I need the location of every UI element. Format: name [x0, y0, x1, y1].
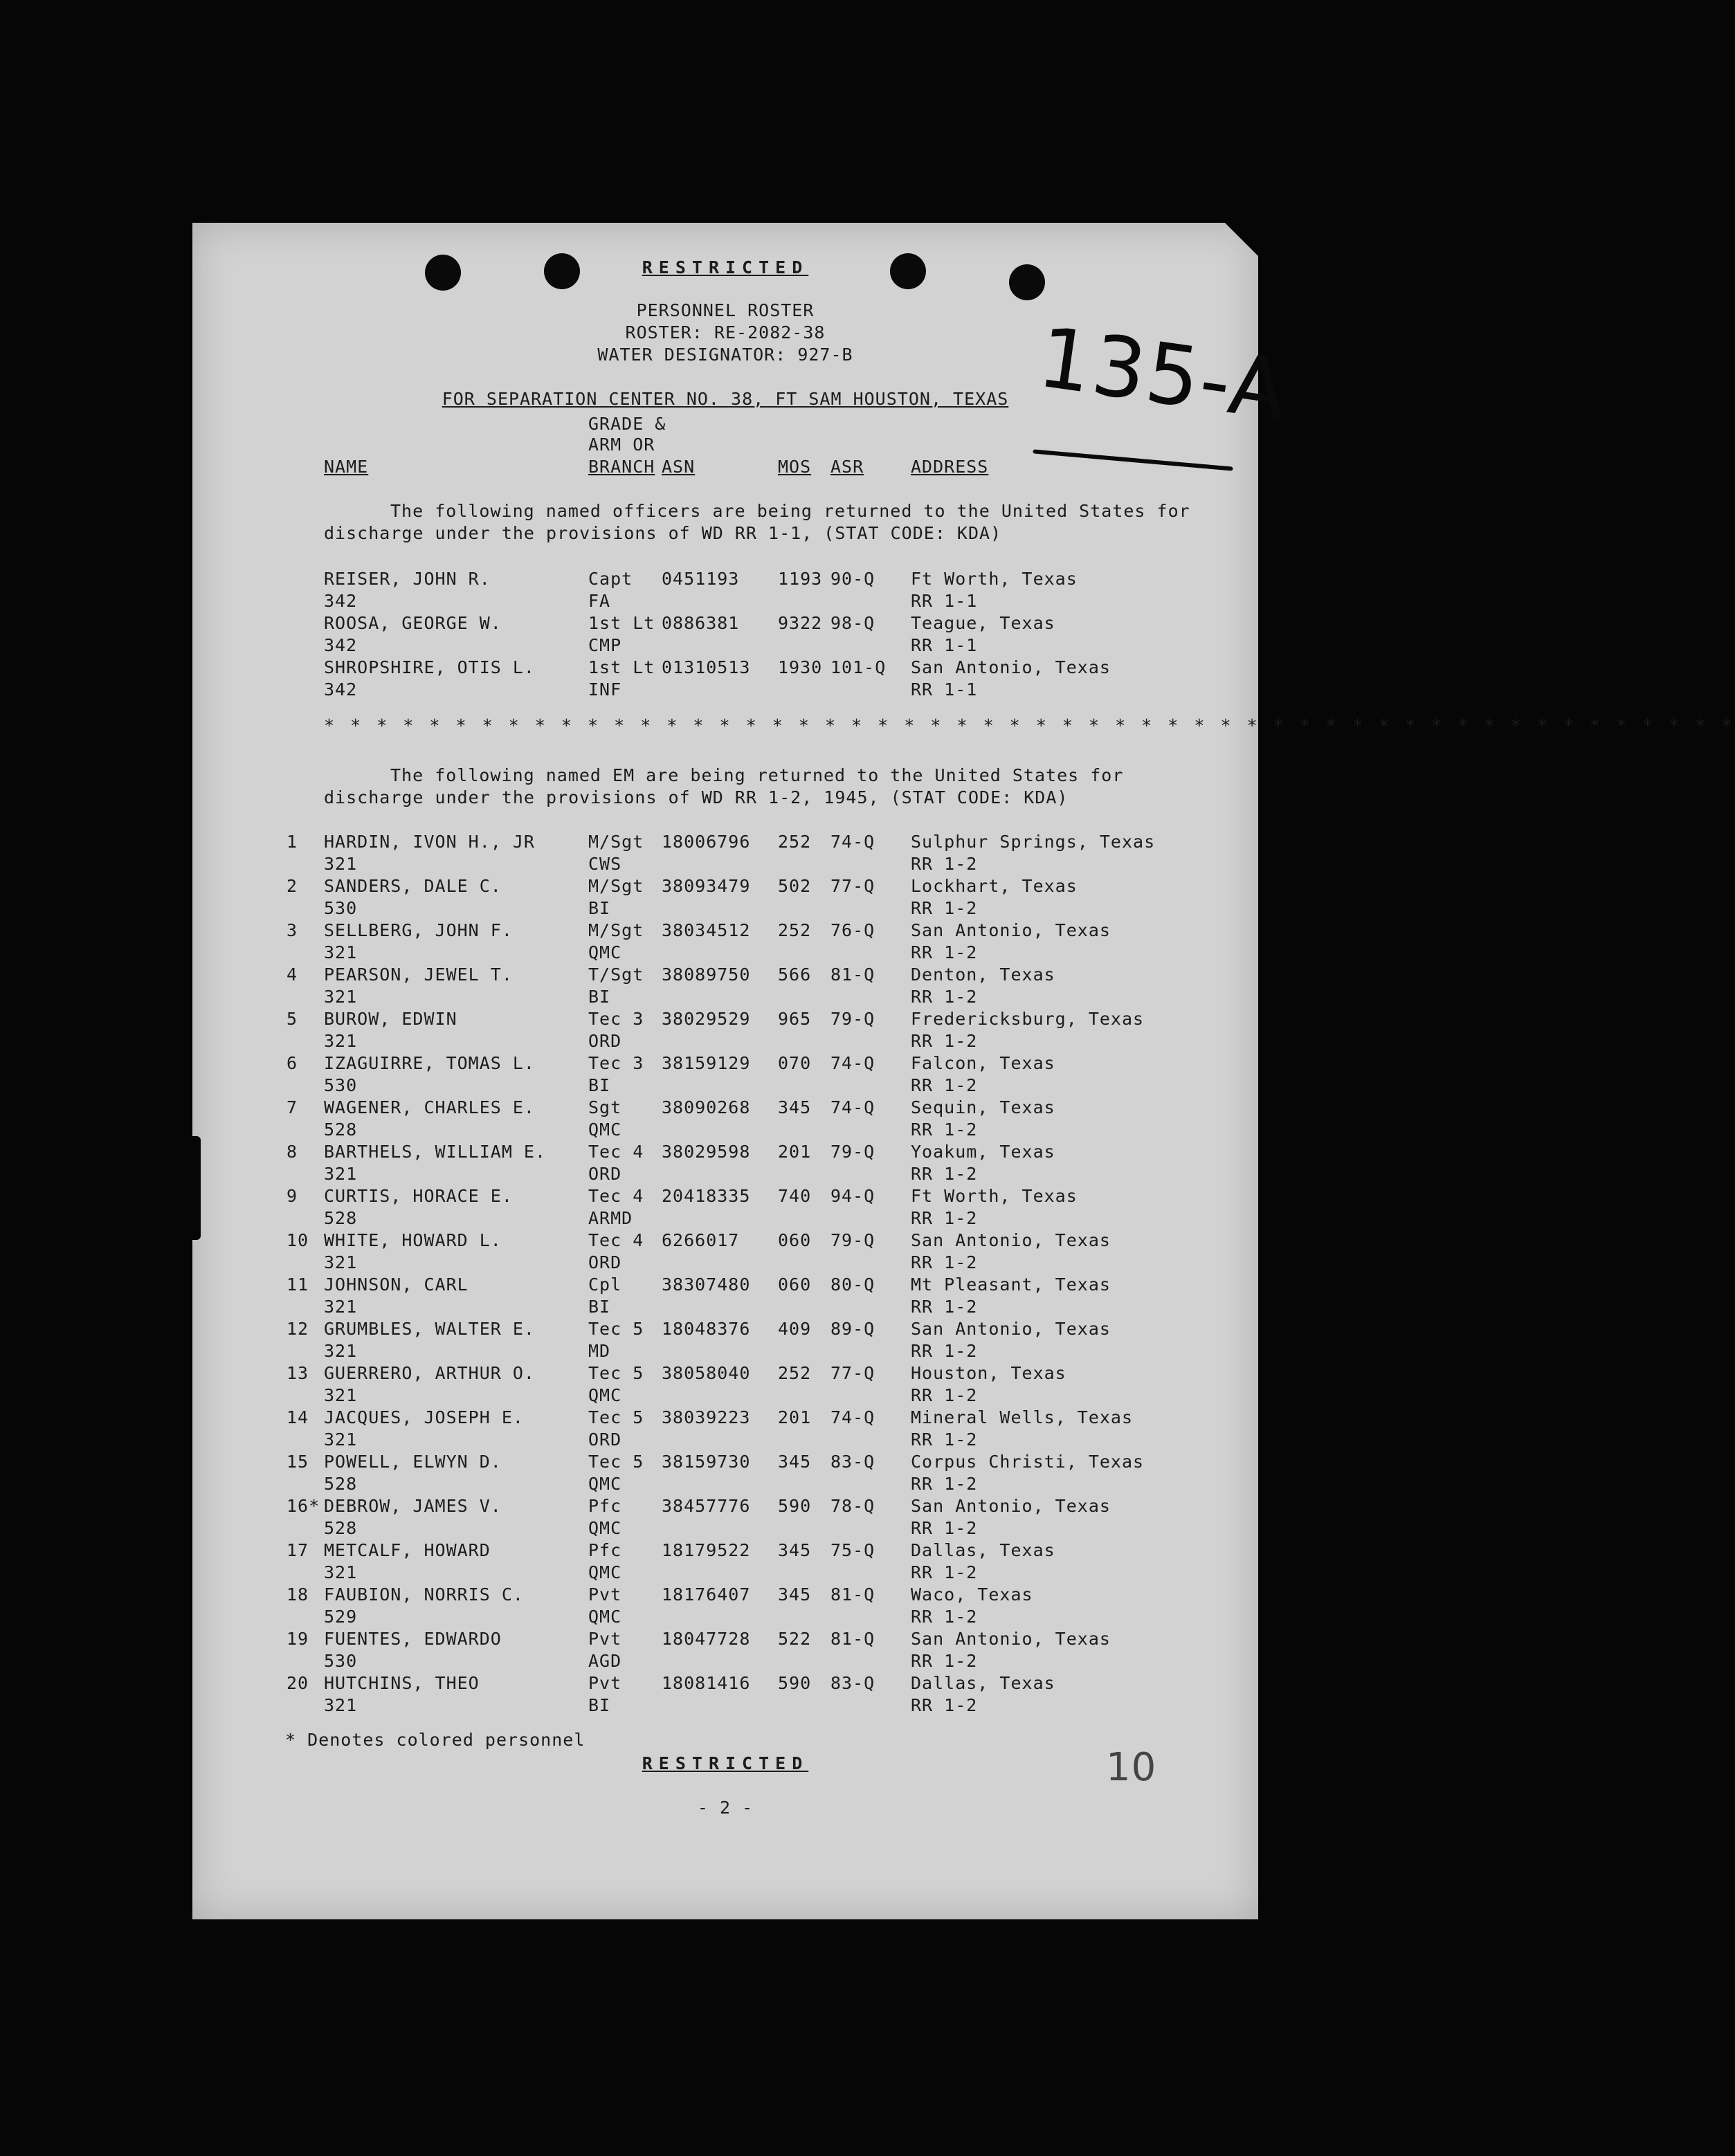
document-page	[192, 223, 1735, 1919]
person-name: FAUBION, NORRIS C.	[324, 1584, 524, 1605]
grade: Pvt	[588, 1584, 622, 1605]
code: 321	[324, 1341, 358, 1361]
grade: Cpl	[588, 1275, 622, 1295]
rr-code: RR 1-2	[911, 1562, 978, 1582]
rr-code: RR 1-1	[911, 591, 978, 611]
code: 321	[324, 1164, 358, 1184]
address: San Antonio, Texas	[911, 1496, 1111, 1516]
person-name: DEBROW, JAMES V.	[324, 1496, 502, 1516]
branch: AGD	[588, 1651, 622, 1671]
asr: 74-Q	[830, 1053, 875, 1073]
address: Ft Worth, Texas	[911, 569, 1078, 589]
rr-code: RR 1-2	[911, 898, 978, 918]
code: 530	[324, 898, 358, 918]
mos: 409	[778, 1319, 812, 1339]
asn: 38029598	[662, 1142, 751, 1162]
row-number: 15	[287, 1452, 309, 1472]
branch: QMC	[588, 1562, 622, 1582]
address: San Antonio, Texas	[911, 1629, 1111, 1649]
branch: ARMD	[588, 1208, 633, 1228]
separation-center: FOR SEPARATION CENTER NO. 38, FT SAM HOUSTON, TEXAS	[442, 389, 1009, 409]
row-number: 11	[287, 1275, 309, 1295]
grade: Tec 4	[588, 1230, 644, 1250]
separator: * * * * * * * * * * * * * * * * * * * * * * * * * * * * * * * * * * * * * * * * * * * * * * * * * * * * * *	[324, 715, 1735, 736]
roster-row	[192, 1496, 1258, 1540]
address: Dallas, Texas	[911, 1540, 1055, 1560]
asr: 80-Q	[830, 1275, 875, 1295]
page-number: - 2 -	[697, 1798, 754, 1818]
mos: 201	[778, 1142, 812, 1162]
asn: 38058040	[662, 1363, 751, 1383]
asr: 74-Q	[830, 1097, 875, 1117]
roster-row	[192, 1142, 1258, 1186]
row-number: 7	[287, 1097, 298, 1117]
branch: MD	[588, 1341, 611, 1361]
roster-row	[192, 613, 1258, 657]
person-name: REISER, JOHN R.	[324, 569, 491, 589]
rr-code: RR 1-2	[911, 1518, 978, 1538]
code: 529	[324, 1607, 358, 1627]
mos: 252	[778, 832, 812, 852]
em-intro-2: discharge under the provisions of WD RR 1-2, 1945, (STAT CODE: KDA)	[324, 787, 1069, 807]
address: San Antonio, Texas	[911, 1319, 1111, 1339]
row-number: 5	[287, 1009, 298, 1029]
branch: CMP	[588, 635, 622, 655]
mos: 590	[778, 1673, 812, 1693]
person-name: SANDERS, DALE C.	[324, 876, 502, 896]
grade: Tec 5	[588, 1452, 644, 1472]
branch: BI	[588, 1695, 611, 1715]
water-designator: WATER DESIGNATOR: 927-B	[597, 345, 853, 365]
code: 530	[324, 1651, 358, 1671]
person-name: HUTCHINS, THEO	[324, 1673, 480, 1693]
asn: 38457776	[662, 1496, 751, 1516]
asr: 79-Q	[830, 1142, 875, 1162]
address: Denton, Texas	[911, 965, 1055, 985]
handwritten-number: 135-A	[1033, 309, 1294, 440]
asn: 01310513	[662, 657, 751, 677]
person-name: SHROPSHIRE, OTIS L.	[324, 657, 535, 677]
grade: T/Sgt	[588, 965, 644, 985]
rr-code: RR 1-2	[911, 1385, 978, 1405]
asn: 18006796	[662, 832, 751, 852]
person-name: METCALF, HOWARD	[324, 1540, 491, 1560]
asr: 78-Q	[830, 1496, 875, 1516]
mos: 252	[778, 1363, 812, 1383]
rr-code: RR 1-2	[911, 1429, 978, 1450]
rr-code: RR 1-2	[911, 1208, 978, 1228]
asn: 0886381	[662, 613, 740, 633]
asn: 38090268	[662, 1097, 751, 1117]
row-number: 16*	[287, 1496, 320, 1516]
branch: QMC	[588, 1385, 622, 1405]
branch: ORD	[588, 1164, 622, 1184]
col-name: NAME	[324, 457, 369, 477]
person-name: POWELL, ELWYN D.	[324, 1452, 502, 1472]
handwritten-underline	[1033, 449, 1233, 471]
officers-intro-2: discharge under the provisions of WD RR 1-1, (STAT CODE: KDA)	[324, 523, 1002, 543]
grade: Tec 5	[588, 1407, 644, 1427]
grade: Pfc	[588, 1496, 622, 1516]
grade: Tec 3	[588, 1009, 644, 1029]
mos: 252	[778, 920, 812, 940]
address: Mineral Wells, Texas	[911, 1407, 1134, 1427]
roster-row	[192, 1363, 1258, 1407]
row-number: 2	[287, 876, 298, 896]
code: 321	[324, 1385, 358, 1405]
rr-code: RR 1-2	[911, 1474, 978, 1494]
branch: QMC	[588, 1120, 622, 1140]
person-name: BARTHELS, WILLIAM E.	[324, 1142, 547, 1162]
rr-code: RR 1-2	[911, 1651, 978, 1671]
address: Dallas, Texas	[911, 1673, 1055, 1693]
rr-code: RR 1-2	[911, 1120, 978, 1140]
row-number: 4	[287, 965, 298, 985]
code: 321	[324, 1252, 358, 1272]
address: Fredericksburg, Texas	[911, 1009, 1145, 1029]
asr: 75-Q	[830, 1540, 875, 1560]
address: Houston, Texas	[911, 1363, 1066, 1383]
row-number: 18	[287, 1584, 309, 1605]
roster-row	[192, 1673, 1258, 1717]
torn-corner	[1221, 219, 1262, 260]
code: 528	[324, 1208, 358, 1228]
asr: 77-Q	[830, 1363, 875, 1383]
asr: 81-Q	[830, 965, 875, 985]
mos: 1193	[778, 569, 823, 589]
code: 528	[324, 1120, 358, 1140]
code: 342	[324, 591, 358, 611]
asn: 18176407	[662, 1584, 751, 1605]
rr-code: RR 1-2	[911, 942, 978, 962]
roster-row	[192, 920, 1258, 965]
asr: 74-Q	[830, 1407, 875, 1427]
asr: 89-Q	[830, 1319, 875, 1339]
mos: 590	[778, 1496, 812, 1516]
officers-intro-1: The following named officers are being returned to the United States for	[390, 501, 1190, 521]
grade: Tec 4	[588, 1142, 644, 1162]
grade: M/Sgt	[588, 876, 644, 896]
asn: 38093479	[662, 876, 751, 896]
person-name: PEARSON, JEWEL T.	[324, 965, 513, 985]
roster-row	[192, 569, 1258, 613]
mos: 965	[778, 1009, 812, 1029]
rr-code: RR 1-2	[911, 1075, 978, 1095]
mos: 345	[778, 1097, 812, 1117]
code: 321	[324, 1297, 358, 1317]
mos: 070	[778, 1053, 812, 1073]
mos: 060	[778, 1275, 812, 1295]
rr-code: RR 1-2	[911, 1164, 978, 1184]
mos: 9322	[778, 613, 823, 633]
mos: 566	[778, 965, 812, 985]
asn: 38159129	[662, 1053, 751, 1073]
mos: 522	[778, 1629, 812, 1649]
grade: 1st Lt	[588, 613, 655, 633]
roster-title: PERSONNEL ROSTER	[636, 300, 815, 320]
row-number: 1	[287, 832, 298, 852]
roster-row	[192, 657, 1258, 702]
asr: 90-Q	[830, 569, 875, 589]
asr: 83-Q	[830, 1452, 875, 1472]
row-number: 13	[287, 1363, 309, 1383]
person-name: WAGENER, CHARLES E.	[324, 1097, 535, 1117]
person-name: GUERRERO, ARTHUR O.	[324, 1363, 535, 1383]
roster-row	[192, 1097, 1258, 1142]
em-intro-1: The following named EM are being returned to the United States for	[390, 765, 1124, 785]
branch: ORD	[588, 1252, 622, 1272]
branch: QMC	[588, 1518, 622, 1538]
col-mos: MOS	[778, 457, 812, 477]
address: Yoakum, Texas	[911, 1142, 1055, 1162]
roster-row	[192, 1186, 1258, 1230]
asn: 18047728	[662, 1629, 751, 1649]
person-name: JACQUES, JOSEPH E.	[324, 1407, 524, 1427]
person-name: FUENTES, EDWARDO	[324, 1629, 502, 1649]
row-number: 10	[287, 1230, 309, 1250]
col-address: ADDRESS	[911, 457, 989, 477]
asn: 6266017	[662, 1230, 740, 1250]
roster-row	[192, 832, 1258, 876]
roster-row	[192, 1009, 1258, 1053]
person-name: CURTIS, HORACE E.	[324, 1186, 513, 1206]
handwritten-mark: 10	[1106, 1745, 1157, 1790]
asn: 38307480	[662, 1275, 751, 1295]
grade: Tec 3	[588, 1053, 644, 1073]
person-name: GRUMBLES, WALTER E.	[324, 1319, 535, 1339]
address: Corpus Christi, Texas	[911, 1452, 1145, 1472]
roster-row	[192, 965, 1258, 1009]
branch: ORD	[588, 1031, 622, 1051]
person-name: HARDIN, IVON H., JR	[324, 832, 535, 852]
col-grade-2: ARM OR	[588, 435, 655, 455]
grade: Sgt	[588, 1097, 622, 1117]
code: 321	[324, 1562, 358, 1582]
row-number: 20	[287, 1673, 309, 1693]
asn: 38039223	[662, 1407, 751, 1427]
rr-code: RR 1-2	[911, 1252, 978, 1272]
branch: FA	[588, 591, 611, 611]
grade: 1st Lt	[588, 657, 655, 677]
address: San Antonio, Texas	[911, 920, 1111, 940]
row-number: 9	[287, 1186, 298, 1206]
branch: INF	[588, 679, 622, 700]
code: 321	[324, 1429, 358, 1450]
asr: 94-Q	[830, 1186, 875, 1206]
grade: M/Sgt	[588, 832, 644, 852]
asr: 81-Q	[830, 1629, 875, 1649]
branch: QMC	[588, 1474, 622, 1494]
code: 321	[324, 942, 358, 962]
branch: BI	[588, 1075, 611, 1095]
grade: Tec 5	[588, 1363, 644, 1383]
address: Falcon, Texas	[911, 1053, 1055, 1073]
asn: 38029529	[662, 1009, 751, 1029]
mos: 201	[778, 1407, 812, 1427]
asn: 18048376	[662, 1319, 751, 1339]
grade: M/Sgt	[588, 920, 644, 940]
asr: 83-Q	[830, 1673, 875, 1693]
row-number: 19	[287, 1629, 309, 1649]
asn: 0451193	[662, 569, 740, 589]
code: 528	[324, 1518, 358, 1538]
code: 321	[324, 854, 358, 874]
address: Sulphur Springs, Texas	[911, 832, 1156, 852]
roster-row	[192, 876, 1258, 920]
rr-code: RR 1-1	[911, 635, 978, 655]
rr-code: RR 1-2	[911, 1031, 978, 1051]
mos: 345	[778, 1452, 812, 1472]
roster-row	[192, 1584, 1258, 1629]
asn: 38159730	[662, 1452, 751, 1472]
asn: 38034512	[662, 920, 751, 940]
rr-code: RR 1-1	[911, 679, 978, 700]
branch: CWS	[588, 854, 622, 874]
person-name: JOHNSON, CARL	[324, 1275, 469, 1295]
row-number: 12	[287, 1319, 309, 1339]
col-asr: ASR	[830, 457, 864, 477]
row-number: 8	[287, 1142, 298, 1162]
address: Mt Pleasant, Texas	[911, 1275, 1111, 1295]
rr-code: RR 1-2	[911, 1297, 978, 1317]
roster-row	[192, 1407, 1258, 1452]
address: Ft Worth, Texas	[911, 1186, 1078, 1206]
rr-code: RR 1-2	[911, 1607, 978, 1627]
mos: 345	[778, 1540, 812, 1560]
roster-row	[192, 1053, 1258, 1097]
mos: 1930	[778, 657, 823, 677]
asr: 77-Q	[830, 876, 875, 896]
person-name: ROOSA, GEORGE W.	[324, 613, 502, 633]
code: 342	[324, 679, 358, 700]
asr: 101-Q	[830, 657, 887, 677]
code: 321	[324, 1695, 358, 1715]
branch: QMC	[588, 1607, 622, 1627]
row-number: 6	[287, 1053, 298, 1073]
mos: 345	[778, 1584, 812, 1605]
rr-code: RR 1-2	[911, 1695, 978, 1715]
rr-code: RR 1-2	[911, 1341, 978, 1361]
mos: 060	[778, 1230, 812, 1250]
rr-code: RR 1-2	[911, 854, 978, 874]
asr: 79-Q	[830, 1230, 875, 1250]
asr: 74-Q	[830, 832, 875, 852]
asn: 38089750	[662, 965, 751, 985]
person-name: SELLBERG, JOHN F.	[324, 920, 513, 940]
asn: 20418335	[662, 1186, 751, 1206]
address: San Antonio, Texas	[911, 657, 1111, 677]
branch: BI	[588, 987, 611, 1007]
address: Waco, Texas	[911, 1584, 1033, 1605]
branch: BI	[588, 1297, 611, 1317]
person-name: WHITE, HOWARD L.	[324, 1230, 502, 1250]
branch: BI	[588, 898, 611, 918]
roster-number: ROSTER: RE-2082-38	[625, 322, 826, 342]
mos: 502	[778, 876, 812, 896]
asn: 18179522	[662, 1540, 751, 1560]
grade: Pvt	[588, 1673, 622, 1693]
roster-row	[192, 1452, 1258, 1496]
grade: Capt	[588, 569, 633, 589]
col-grade-1: GRADE &	[588, 414, 666, 434]
grade: Pfc	[588, 1540, 622, 1560]
address: Lockhart, Texas	[911, 876, 1078, 896]
row-number: 14	[287, 1407, 309, 1427]
footnote: * Denotes colored personnel	[285, 1730, 585, 1750]
asr: 76-Q	[830, 920, 875, 940]
classification-top: RESTRICTED	[642, 257, 809, 277]
row-number: 3	[287, 920, 298, 940]
roster-row	[192, 1275, 1258, 1319]
roster-row	[192, 1629, 1258, 1673]
col-branch: BRANCH	[588, 457, 655, 477]
address: San Antonio, Texas	[911, 1230, 1111, 1250]
person-name: IZAGUIRRE, TOMAS L.	[324, 1053, 535, 1073]
code: 530	[324, 1075, 358, 1095]
asr: 81-Q	[830, 1584, 875, 1605]
grade: Tec 5	[588, 1319, 644, 1339]
address: Teague, Texas	[911, 613, 1055, 633]
asr: 79-Q	[830, 1009, 875, 1029]
branch: ORD	[588, 1429, 622, 1450]
code: 528	[324, 1474, 358, 1494]
mos: 740	[778, 1186, 812, 1206]
code: 342	[324, 635, 358, 655]
code: 321	[324, 1031, 358, 1051]
address: Sequin, Texas	[911, 1097, 1055, 1117]
roster-row	[192, 1230, 1258, 1275]
person-name: BUROW, EDWIN	[324, 1009, 457, 1029]
classification-bottom: RESTRICTED	[642, 1753, 809, 1773]
grade: Tec 4	[588, 1186, 644, 1206]
asn: 18081416	[662, 1673, 751, 1693]
row-number: 17	[287, 1540, 309, 1560]
roster-row	[192, 1540, 1258, 1584]
roster-row	[192, 1319, 1258, 1363]
branch: QMC	[588, 942, 622, 962]
grade: Pvt	[588, 1629, 622, 1649]
code: 321	[324, 987, 358, 1007]
rr-code: RR 1-2	[911, 987, 978, 1007]
asr: 98-Q	[830, 613, 875, 633]
col-asn: ASN	[662, 457, 696, 477]
